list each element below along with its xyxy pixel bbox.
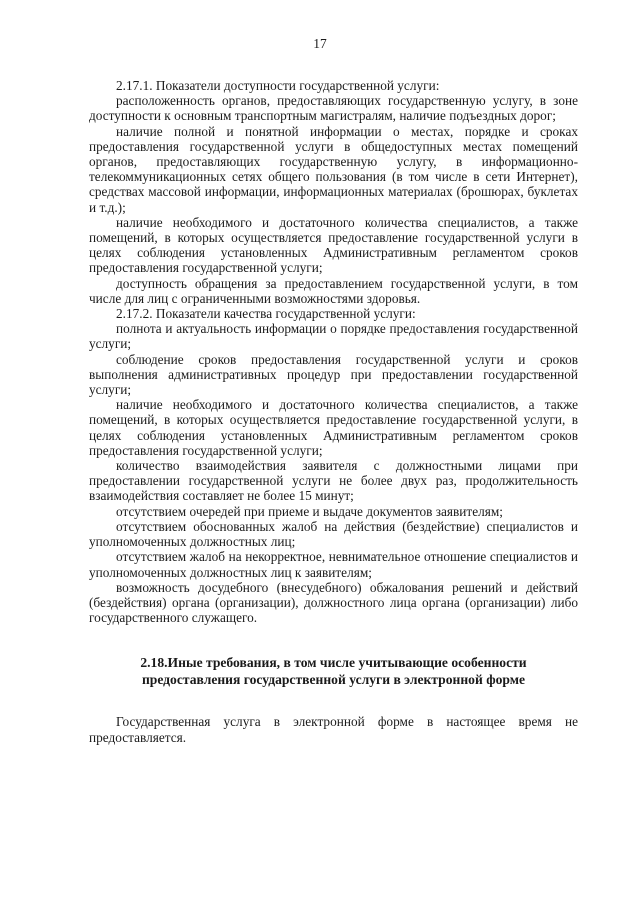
paragraph-no-complaints: отсутствием обоснованных жалоб на действия (бездействие) специалистов и уполномоченных должностных лиц; (89, 518, 578, 550)
heading-line-2: предоставления государственной услуги в электронной форме (141, 671, 526, 687)
paragraph-electronic-form: Государственная услуга в электронной форме в настоящее время не предоставляется. (89, 714, 578, 745)
page-number: 17 (313, 36, 327, 51)
paragraph-completeness: полнота и актуальность информации о порядке предоставления государственной услуги; (89, 321, 578, 352)
paragraph-accessibility: доступность обращения за предоставлением государственной услуги, в том числе для лиц с ограниченными возможностями здоровья. (89, 275, 578, 306)
paragraph-specialists-quality: наличие необходимого и достаточного количества специалистов, а также помещений, в которых осуществляется предоставление государственной услуги, в целях соблюдения установленных Административным регламентом сроков предоставления государственной услуги; (89, 397, 578, 458)
document-body (89, 78, 578, 745)
paragraph-interactions: количество взаимодействия заявителя с должностными лицами при предоставлении государственной услуги не более двух раз, продолжительность взаимодействия составляет не более 15 минут; (89, 458, 578, 504)
paragraph-no-queues: отсутствием очередей при приеме и выдаче документов заявителям; (116, 503, 503, 519)
paragraph-information: наличие полной и понятной информации о местах, порядке и сроках предоставления государственной услуги в общедоступных местах помещений органов, предоставляющих государственную услугу, в информационно-телекоммуникационных сетях общего пользования (в том числе в сети Интернет), средствах массовой информации, информационных материалах (брошюрах, буклетах и т.д.); (89, 123, 578, 215)
paragraph-2-17-2-title: 2.17.2. Показатели качества государственной услуги: (116, 306, 416, 322)
paragraph-2-17-1-title: 2.17.1. Показатели доступности государственной услуги: (116, 78, 440, 93)
paragraph-appeal: возможность досудебного (внесудебного) обжалования решений и действий (бездействия) органа (организации), должностного лица органа (организации) либо государственного служащего. (89, 579, 578, 626)
section-heading-2-18 (89, 655, 578, 688)
paragraph-deadlines: соблюдение сроков предоставления государственной услуги и сроков выполнения административных процедур при предоставлении государственной услуги; (89, 351, 578, 398)
paragraph-specialists: наличие необходимого и достаточного количества специалистов, а также помещений, в которых осуществляется предоставление государственной услуги в целях соблюдения установленных Административным регламентом сроков предоставления государственной услуги; (89, 214, 578, 276)
paragraph-location: расположенность органов, предоставляющих государственную услугу, в зоне доступности к основным транспортным магистралям, наличие подъездных дорог; (89, 93, 578, 124)
paragraph-no-incorrect-attitude: отсутствием жалоб на некорректное, невнимательное отношение специалистов и уполномоченных должностных лиц к заявителям; (89, 549, 578, 580)
heading-line-1: 2.18.Иные требования, в том числе учитывающие особенности (140, 655, 527, 671)
